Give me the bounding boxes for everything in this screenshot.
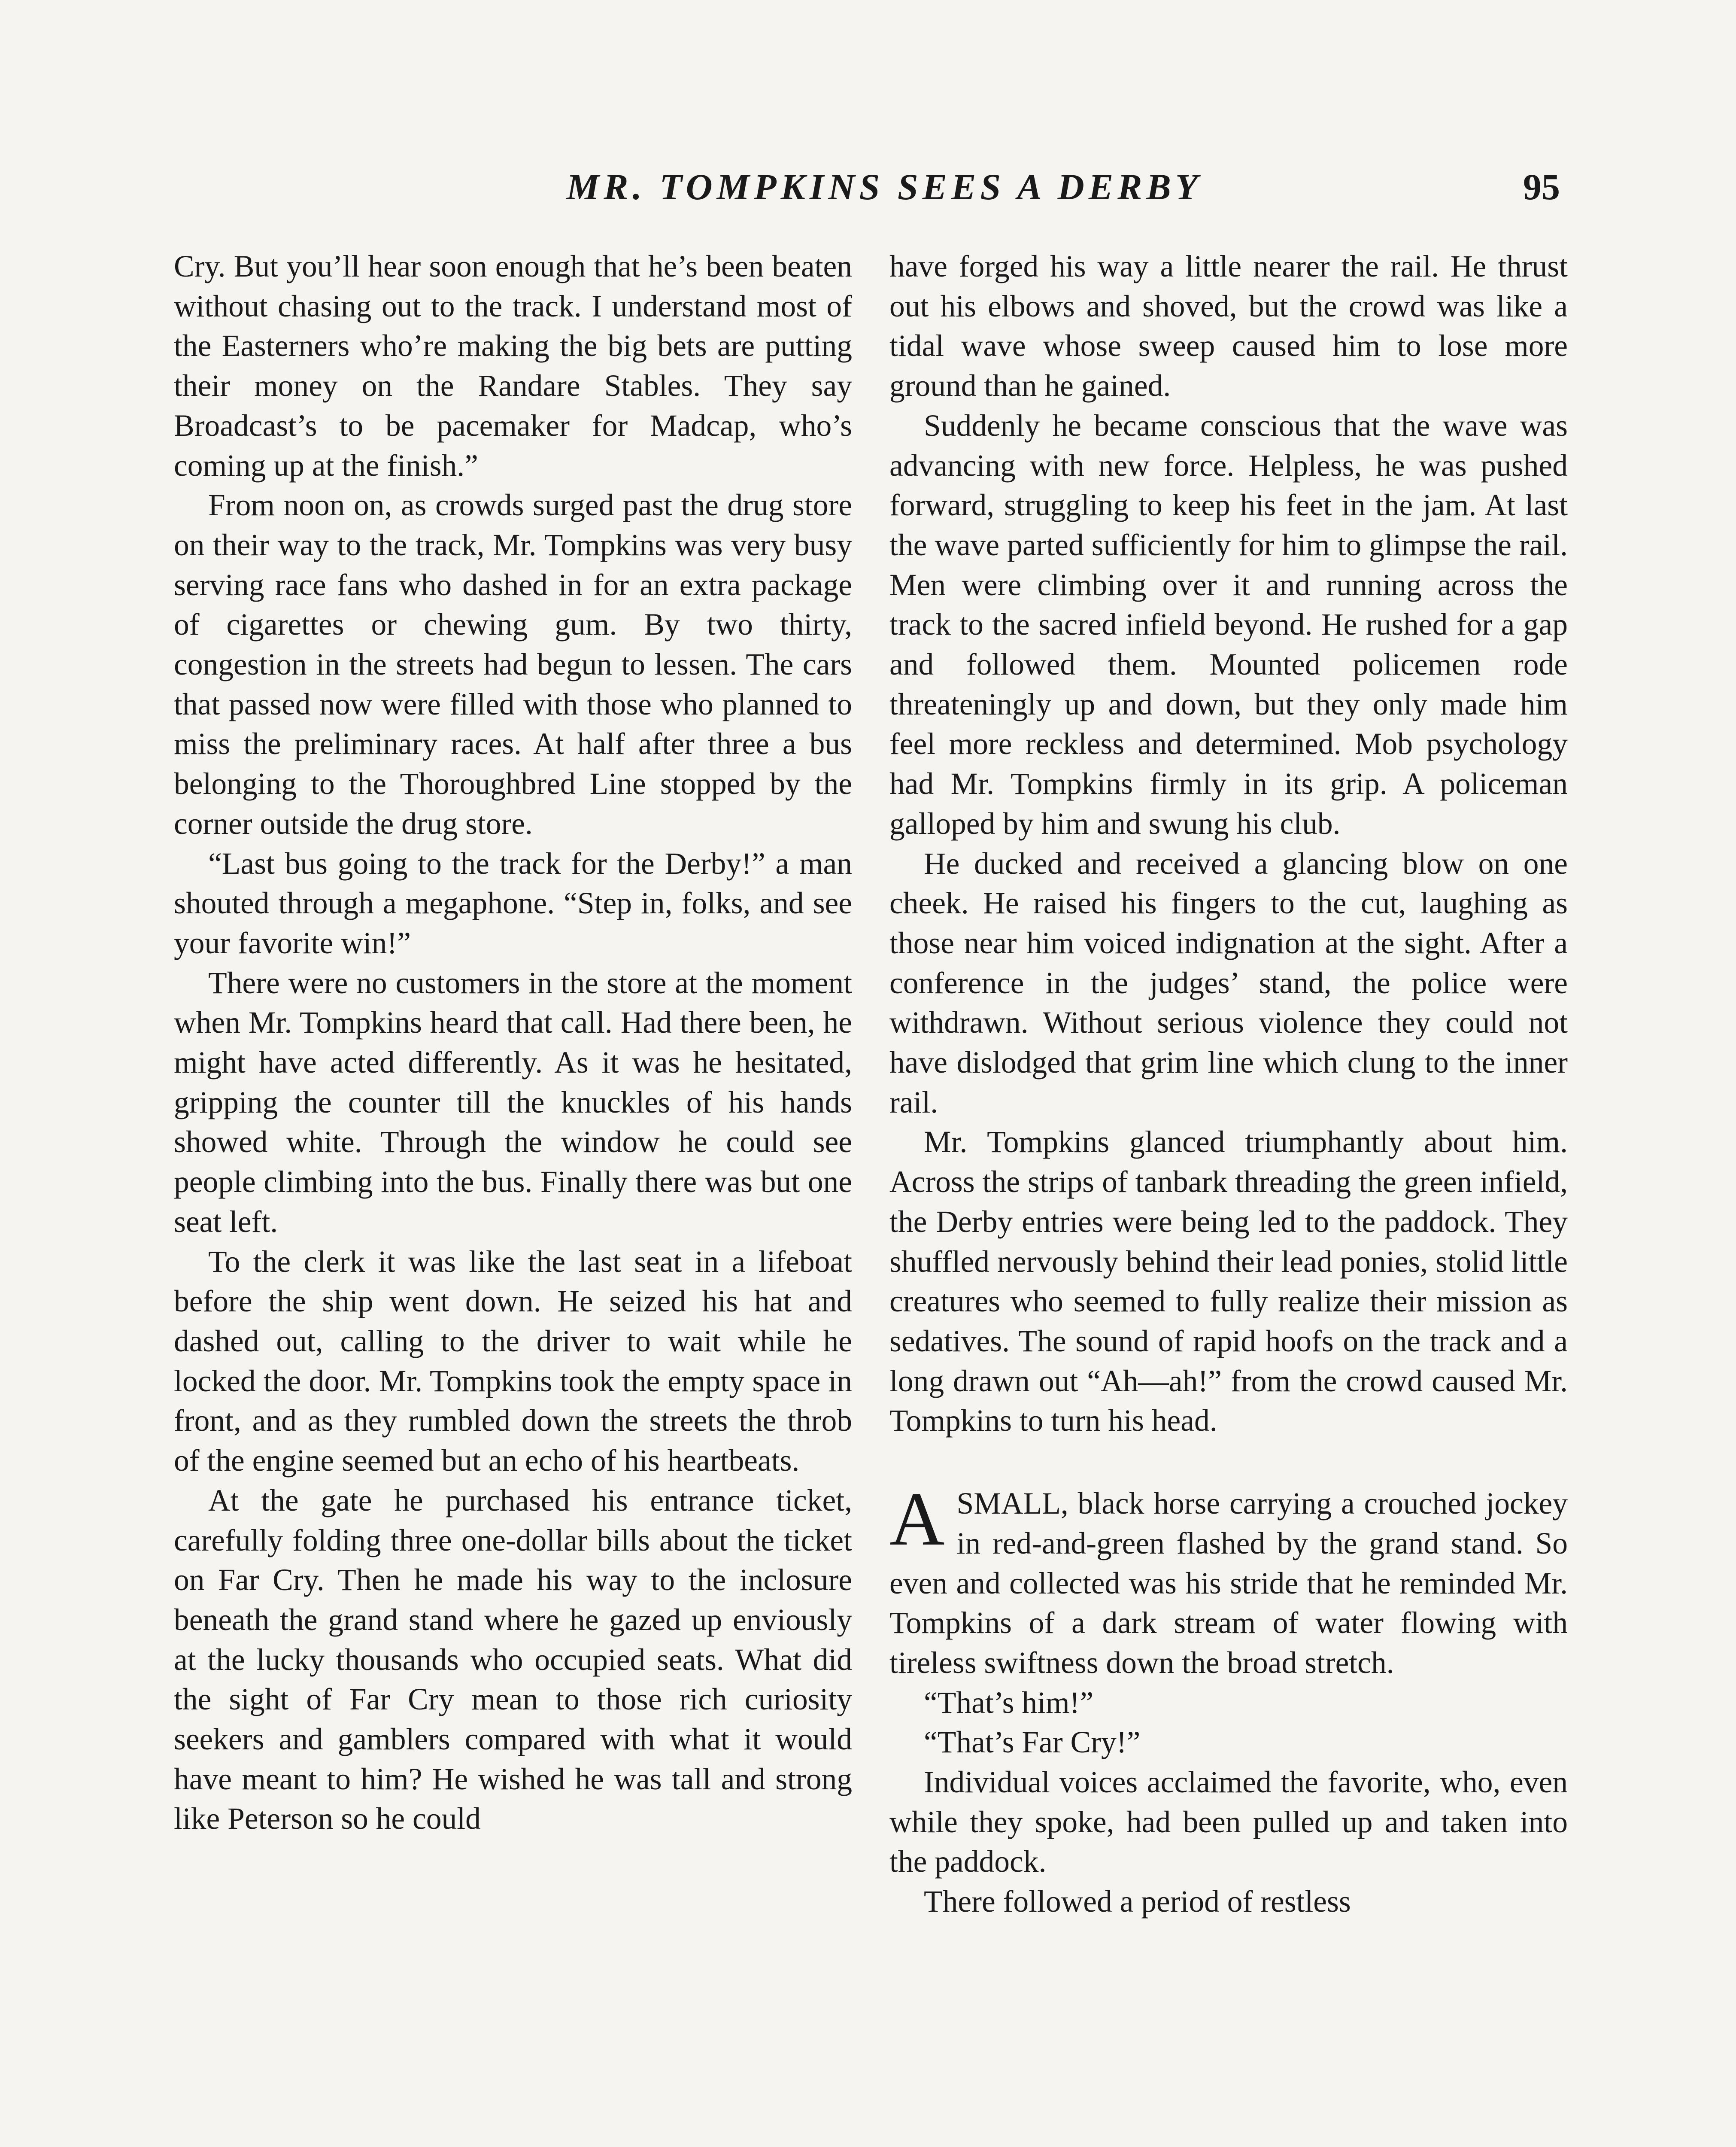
paragraph: There followed a period of restless	[924, 1885, 1351, 1919]
paragraph: To the clerk it was like the last seat in a lifeboat before the ship went down. He seized his hat and dashed out, calling to the driver to wait while he locked the door. Mr. Tompkins took the empty space in front, and as they rumbled down the streets the throb of the engine seemed but an echo of his heartbeats.	[174, 1244, 852, 1478]
paragraph: Suddenly he became conscious that the wave was advancing with new force. Helpless, he was pushed forward, struggling to keep his feet in the jam. At last the wave parted sufficiently for him to glimpse the rail. Men were climbing over it and running across the track to the sacred infield beyond. He rushed for a gap and followed them. Mounted policemen rode threateningly up and down, but they only made him feel more reckless and determined. Mob psychology had Mr. Tompkins firmly in its grip. A policeman galloped by him and swung his club.	[889, 408, 1568, 841]
paragraph: Individual voices acclaimed the favorite, who, even while they spoke, had been pulled up and taken into the paddock.	[889, 1765, 1568, 1879]
paragraph: have forged his way a little nearer the rail. He thrust out his elbows and shoved, but the crowd was like a tidal wave whose sweep caused him to lose more ground than he gained.	[889, 249, 1568, 403]
paragraph: Mr. Tompkins glanced triumphantly about him. Across the strips of tanbark threading the green infield, the Derby entries were being led to the paddock. They shuffled nervously behind their lead ponies, stolid little creatures who seemed to fully realize their mission as sedatives. The sound of rapid hoofs on the track and a long drawn out “Ah—ah!” from the crowd caused Mr. Tompkins to turn his head.	[889, 1125, 1568, 1438]
running-title: MR. TOMPKINS SEES A DERBY	[566, 166, 1202, 207]
section-opening-paragraph	[889, 1476, 1568, 1683]
paragraph: At the gate he purchased his entrance ticket, carefully folding three one-dollar bills about the ticket on Far Cry. Then he made his way to the inclosure beneath the grand stand where he gazed up enviously at the lucky thousands who occupied seats. What did the sight of Far Cry mean to those rich curiosity seekers and gamblers compared with what it would have meant to him? He wished he was tall and strong like Peterson so he could	[174, 1483, 852, 1836]
paragraph: Cry. But you’ll hear soon enough that he’s been beaten without chasing out to the track. I understand most of the Easterners who’re making the big bets are putting their money on the Randare Stables. They say Broadcast’s to be pacemaker for Madcap, who’s coming up at the finish.”	[174, 249, 852, 483]
paragraph: “That’s Far Cry!”	[924, 1725, 1141, 1760]
page-number: 95	[1523, 166, 1560, 207]
left-column	[174, 247, 852, 1839]
right-column	[889, 247, 1568, 1922]
paragraph: There were no customers in the store at the moment when Mr. Tompkins heard that call. Had there been, he might have acted differently. As it was he hesitated, gripping the counter till the knuckles of his hands showed white. Through the window he could see people climbing into the bus. Finally there was but one seat left.	[174, 966, 852, 1239]
drop-cap: A	[889, 1476, 945, 1562]
section-opening-text: SMALL, black horse carrying a crouched jockey in red-and-green flashed by the grand stand. So even and collected was his stride that he reminded Mr. Tompkins of a dark stream of water flowing with tireless swiftness down the broad stretch.	[889, 1487, 1568, 1680]
paragraph: He ducked and received a glancing blow on one cheek. He raised his fingers to the cut, laughing as those near him voiced indignation at the sight. After a conference in the judges’ stand, the police were withdrawn. Without serious violence they could not have dislodged that grim line which clung to the inner rail.	[889, 846, 1568, 1119]
paragraph: “Last bus going to the track for the Derby!” a man shouted through a megaphone. “Step in, folks, and see your favorite win!”	[174, 846, 852, 960]
paragraph: “That’s him!”	[924, 1685, 1094, 1720]
paragraph: From noon on, as crowds surged past the drug store on their way to the track, Mr. Tompkins was very busy serving race fans who dashed in for an extra package of cigarettes or chewing gum. By two thirty, congestion in the streets had begun to lessen. The cars that passed now were filled with those who planned to miss the preliminary races. At half after three a bus belonging to the Thoroughbred Line stopped by the corner outside the drug store.	[174, 488, 852, 841]
